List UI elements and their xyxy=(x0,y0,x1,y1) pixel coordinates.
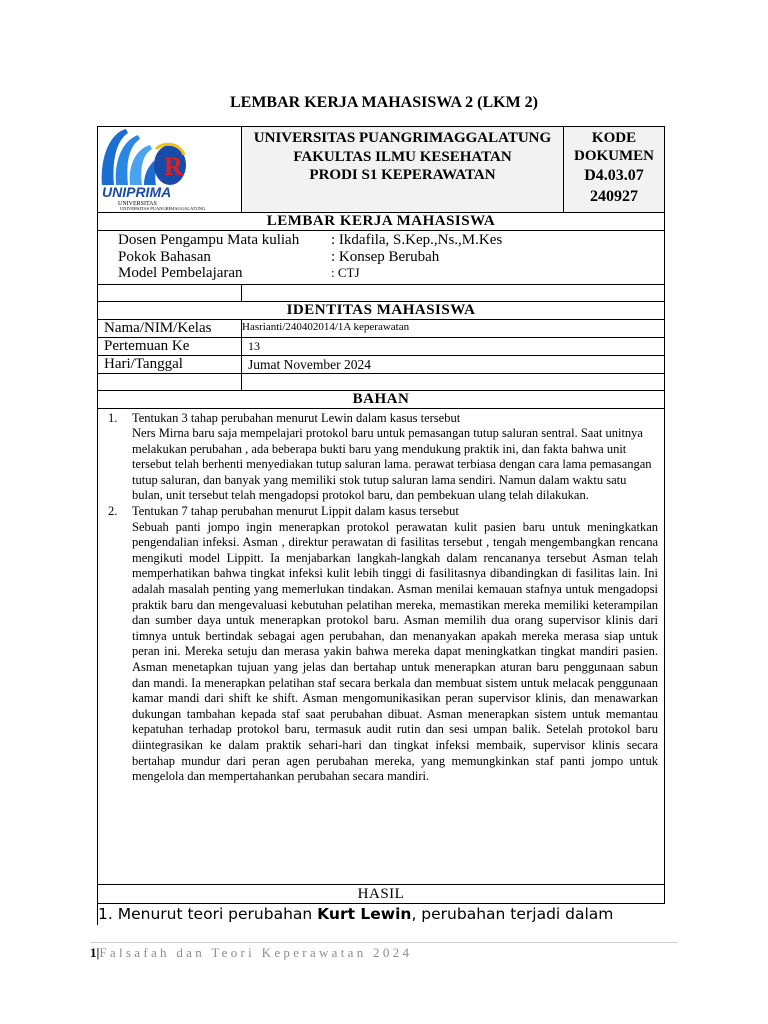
empty-cell xyxy=(242,284,665,301)
kode-value-2: 240927 xyxy=(590,188,638,205)
hasil-title: HASIL xyxy=(98,884,665,903)
question-item-1: 1. Tentukan 3 tahap perubahan menurut Lewin dalam kasus tersebut Ners Mirna baru saja mempelajari protokol baru untuk pemasangan tutup saluran sentral. Saat unitnya melakukan perubahan , ada beberapa bukti baru yang mendukung praktik ini, dan fakta bahwa unit tersebut telah berhenti menyediakan tutup saluran lama. perawat terbiasa dengan cara lama pemasangan tutup saluran, dan banyak yang memiliki stok tutup saluran lama sendiri. Namun dalam waktu satu bulan, unit tersebut telah mengadopsi protokol baru, dan pembekuan ulang telah dilakukan. xyxy=(108,411,658,505)
university-header xyxy=(242,127,564,213)
document-title: LEMBAR KERJA MAHASISWA 2 (LKM 2) xyxy=(229,94,539,111)
empty-cell xyxy=(242,373,665,390)
info-row-lecturer: Dosen Pengampu Mata kuliah : Ikdafila, S.Kep.,Ns.,M.Kes xyxy=(118,232,503,248)
question-1-case: Ners Mirna baru saja mempelajari protokol baru untuk pemasangan tutup saluran sentral. Saat unitnya melakukan perubahan , ada beberapa bukti baru yang mendukung praktik ini, dan fakta bahwa unit tersebut telah berhenti menyediakan tutup saluran lama. perawat terbiasa dengan cara lama pemasangan tutup saluran, dan banyak yang memiliki stok tutup saluran lama sendiri. Namun dalam waktu satu bulan, unit tersebut telah mengadopsi protokol baru, dan pembekuan ulang telah dilakukan. xyxy=(132,426,652,503)
value-pertemuan: 13 xyxy=(242,337,665,355)
label-pertemuan: Pertemuan Ke xyxy=(98,337,242,355)
kode-value-1: D4.03.07 xyxy=(584,167,644,184)
lkm-section-title: LEMBAR KERJA MAHASISWA xyxy=(98,213,665,231)
kode-label: KODE xyxy=(591,130,637,146)
course-info xyxy=(98,231,665,285)
svg-text:UNIVERSITAS: UNIVERSITAS xyxy=(118,201,157,207)
dokumen-label: DOKUMEN xyxy=(574,148,654,164)
empty-cell xyxy=(98,284,242,301)
empty-cell xyxy=(98,373,242,390)
question-2-prompt: Tentukan 7 tahap perubahan menurut Lippit dalam kasus tersebut xyxy=(132,504,459,519)
university-name: UNIVERSITAS PUANGRIMAGGALATUNG xyxy=(253,130,552,146)
svg-text:UNIVERSITAS PUANGRIMAGGALATUNG: UNIVERSITAS PUANGRIMAGGALATUNG xyxy=(120,206,206,211)
label-tanggal: Hari/Tanggal xyxy=(98,355,242,373)
question-2-case: Sebuah panti jompo ingin menerapkan protokol perawatan kulit pasien baru untuk meningkatkan pengendalian infeksi. Asman , direktur perawatan di fasilitas tersebut , tengah mengembangkan rencana mengikuti model Lippitt. Ia menjabarkan langkah-langkah dalam rencananya tersebut Asman telah memperhatikan bahwa tingkat infeksi kulit lebih tinggi di fasilitasnya dibandingkan di fasilitas lain. Ini adalah masalah penting yang memerlukan tindakan. Asman menilai kemauan stafnya untuk mengadopsi praktik baru dan mengevaluasi kebutuhan pelatihan mereka, memastikan mereka memiliki keterampilan dan sumber daya untuk menerapkan protokol baru. Asman memilih dua orang supervisor klinis dari timnya untuk bertindak sebagai agen perubahan, dan menanyakan apakah mereka merasa siap untuk peran ini. Mereka setuju dan merasa yakin bahwa mereka dapat meningkatkan tingkat mandiri pasien. Asman menetapkan tujuan yang jelas dan bertahap untuk menerapkan aturan baru penggunaan sabun dan mandi. Ia menerapkan pelatihan staf secara berkala dan membuat sistem untuk melacak penggunaan kamar mandi dari shift ke shift. Asman mengomunikasikan peran supervisor klinis, dan menawarkan dukungan tambahan kepada staf saat perubahan dibuat. Asman menerapkan sistem untuk memantau kepatuhan terhadap protokol baru, termasuk audit rutin dan sesi umpan balik. Setelah protokol baru diintegrasikan ke dalam praktik sehari-hari dan tingkat infeksi membaik, supervisor klinis secara bertahap mundur dari peran agen perubahan mereka, yang memungkinkan staf panti jompo untuk mengelola dan mempertahankan perubahan secara mandiri. xyxy=(132,519,658,784)
footer-separator: | xyxy=(96,945,100,960)
form-table xyxy=(97,126,665,925)
info-row-model: Model Pembelajaran : CTJ xyxy=(118,265,360,281)
hasil-answer: 1. Menurut teori perubahan Kurt Lewin, perubahan terjadi dalam xyxy=(98,903,665,925)
document-code xyxy=(564,127,665,213)
faculty-name: FAKULTAS ILMU KESEHATAN xyxy=(293,148,512,165)
program-name: PRODI S1 KEPERAWATAN xyxy=(309,167,496,183)
question-list xyxy=(108,411,658,785)
svg-text:UNIPRIMA: UNIPRIMA xyxy=(102,184,172,200)
info-row-topic: Pokok Bahasan : Konsep Berubah xyxy=(118,248,440,265)
identitas-title: IDENTITAS MAHASISWA xyxy=(98,301,665,319)
footer-text: Falsafah dan Teori Keperawatan 2024 xyxy=(99,945,413,960)
page-number: 1 xyxy=(90,945,97,960)
page-footer xyxy=(90,942,678,961)
university-logo xyxy=(98,127,242,213)
value-tanggal: Jumat November 2024 xyxy=(242,355,665,373)
label-nama: Nama/NIM/Kelas xyxy=(98,319,242,337)
svg-text:R: R xyxy=(164,152,183,181)
uniprima-logo-icon xyxy=(98,127,206,211)
lkm-form xyxy=(97,126,664,925)
question-item-2: 2. Tentukan 7 tahap perubahan menurut Lippit dalam kasus tersebut Sebuah panti jompo ingin menerapkan protokol perawatan kulit pasien baru untuk meningkatkan pengendalian infeksi. Asman , direktur perawatan di fasilitas tersebut , tengah mengembangkan rencana mengikuti model Lippitt. Ia menjabarkan langkah-langkah dalam rencananya tersebut Asman telah memperhatikan bahwa tingkat infeksi kulit lebih tinggi di fasilitasnya dibandingkan di fasilitas lain. Ini adalah masalah penting yang memerlukan tindakan. Asman menilai kemauan stafnya untuk mengadopsi praktik baru dan mengevaluasi kebutuhan pelatihan mereka, memastikan mereka memiliki keterampilan dan sumber daya untuk menerapkan protokol baru. Asman memilih dua orang supervisor klinis dari timnya untuk bertindak sebagai agen perubahan, dan menanyakan apakah mereka merasa siap untuk peran ini. Mereka setuju dan merasa yakin bahwa mereka dapat meningkatkan tingkat mandiri pasien. Asman menetapkan tujuan yang jelas dan bertahap untuk menerapkan aturan baru penggunaan sabun dan mandi. Ia menerapkan pelatihan staf secara berkala dan membuat sistem untuk melacak penggunaan kamar mandi dari shift ke shift. Asman mengomunikasikan peran supervisor klinis, dan menawarkan dukungan tambahan kepada staf saat perubahan dibuat. Asman menerapkan sistem untuk memantau kepatuhan terhadap protokol baru, termasuk audit rutin dan sesi umpan balik. Setelah protokol baru diintegrasikan ke dalam praktik sehari-hari dan tingkat infeksi membaik, supervisor klinis secara bertahap mundur dari peran agen perubahan mereka, yang memungkinkan staf panti jompo untuk mengelola dan mempertahankan perubahan secara mandiri. xyxy=(108,504,658,784)
bahan-title: BAHAN xyxy=(98,390,665,408)
value-nama: Hasrianti/240402014/1A keperawatan xyxy=(242,319,665,337)
bahan-content xyxy=(98,408,665,884)
question-1-prompt: Tentukan 3 tahap perubahan menurut Lewin dalam kasus tersebut xyxy=(132,410,461,425)
